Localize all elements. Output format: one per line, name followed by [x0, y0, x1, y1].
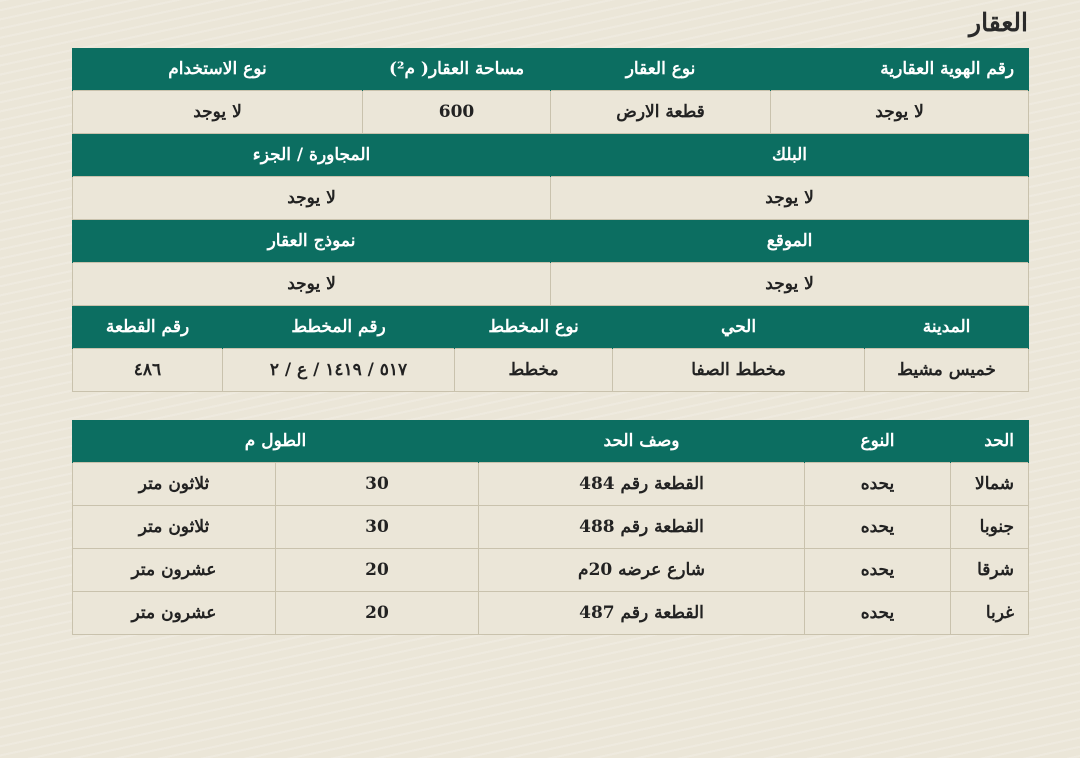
- boundary-description: شارع عرضه 20م: [479, 549, 805, 592]
- boundary-length-text: ثلاثون متر: [73, 506, 276, 549]
- header-plan-type: نوع المخطط: [455, 306, 613, 349]
- boundary-description: القطعة رقم 487: [479, 592, 805, 635]
- value-plan-number: ٥١٧ / ١٤١٩ / ع / ٢: [223, 349, 455, 392]
- boundary-type: يحده: [805, 463, 951, 506]
- header-location: الموقع: [551, 220, 1029, 263]
- boundaries-table: [72, 420, 1029, 635]
- boundary-type: يحده: [805, 549, 951, 592]
- boundaries-header-row: [73, 420, 1029, 463]
- boundary-side: شمالا: [951, 463, 1029, 506]
- header-neighborhood-part: المجاورة / الجزء: [73, 134, 551, 177]
- header-plot-number: رقم القطعة: [73, 306, 223, 349]
- value-property-type: قطعة الارض: [551, 91, 771, 134]
- property-header-row-3: [73, 220, 1029, 263]
- boundary-length: 30: [276, 506, 479, 549]
- table-row: [73, 592, 1029, 635]
- header-plan-number: رقم المخطط: [223, 306, 455, 349]
- value-location: لا يوجد: [551, 263, 1029, 306]
- page-title: العقار: [969, 8, 1028, 37]
- value-plot-number: ٤٨٦: [73, 349, 223, 392]
- value-property-model: لا يوجد: [73, 263, 551, 306]
- property-value-row-4: [73, 349, 1029, 392]
- property-value-row-3: [73, 263, 1029, 306]
- property-table: [72, 48, 1029, 392]
- header-type: النوع: [805, 420, 951, 463]
- header-property-id: رقم الهوية العقارية: [771, 48, 1029, 91]
- property-header-row-2: [73, 134, 1029, 177]
- boundary-length-text: ثلاثون متر: [73, 463, 276, 506]
- boundary-description: القطعة رقم 484: [479, 463, 805, 506]
- value-block: لا يوجد: [551, 177, 1029, 220]
- header-block: البلك: [551, 134, 1029, 177]
- header-property-area: مساحة العقار( م²): [363, 48, 551, 91]
- header-property-type: نوع العقار: [551, 48, 771, 91]
- boundary-type: يحده: [805, 506, 951, 549]
- boundary-type: يحده: [805, 592, 951, 635]
- header-side: الحد: [951, 420, 1029, 463]
- value-plan-type: مخطط: [455, 349, 613, 392]
- header-property-model: نموذج العقار: [73, 220, 551, 263]
- value-district: مخطط الصفا: [613, 349, 865, 392]
- value-property-id: لا يوجد: [771, 91, 1029, 134]
- table-row: [73, 506, 1029, 549]
- boundary-side: غربا: [951, 592, 1029, 635]
- value-neighborhood-part: لا يوجد: [73, 177, 551, 220]
- header-length: الطول م: [73, 420, 479, 463]
- boundary-length-text: عشرون متر: [73, 592, 276, 635]
- header-district: الحي: [613, 306, 865, 349]
- header-description: وصف الحد: [479, 420, 805, 463]
- boundary-length-text: عشرون متر: [73, 549, 276, 592]
- header-usage-type: نوع الاستخدام: [73, 48, 363, 91]
- boundary-length: 20: [276, 549, 479, 592]
- property-value-row-1: [73, 91, 1029, 134]
- boundary-side: جنوبا: [951, 506, 1029, 549]
- property-value-row-2: [73, 177, 1029, 220]
- property-header-row-1: [73, 48, 1029, 91]
- property-header-row-4: [73, 306, 1029, 349]
- boundary-length: 30: [276, 463, 479, 506]
- boundary-description: القطعة رقم 488: [479, 506, 805, 549]
- value-property-area: 600: [363, 91, 551, 134]
- header-city: المدينة: [865, 306, 1029, 349]
- table-row: [73, 549, 1029, 592]
- boundary-side: شرقا: [951, 549, 1029, 592]
- boundary-length: 20: [276, 592, 479, 635]
- value-usage-type: لا يوجد: [73, 91, 363, 134]
- table-row: [73, 463, 1029, 506]
- value-city: خميس مشيط: [865, 349, 1029, 392]
